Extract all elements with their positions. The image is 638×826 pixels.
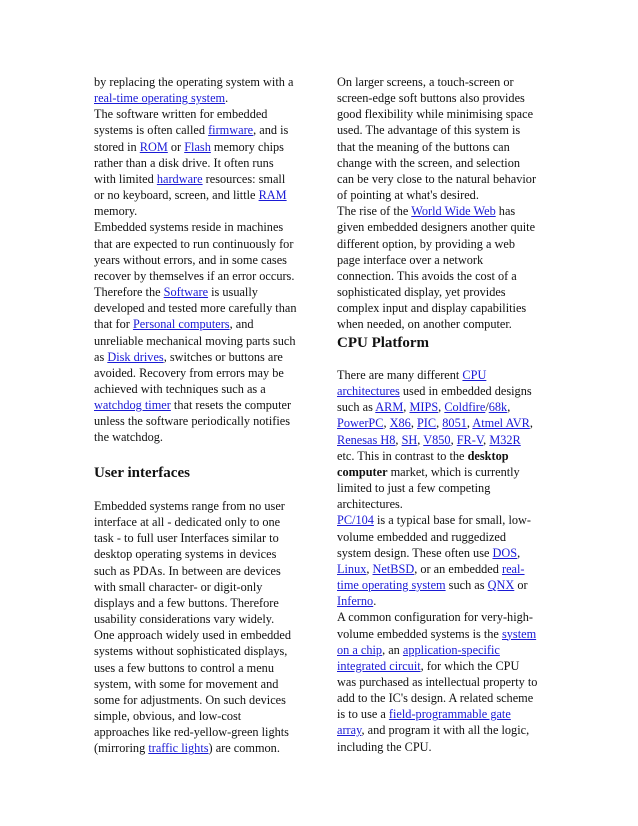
bold-term: desktop — [467, 448, 509, 463]
text-line: complex input and display capabilities — [337, 301, 527, 316]
link-pic[interactable]: PIC — [416, 416, 437, 431]
text-line: was purchased as intellectual property to — [337, 674, 538, 689]
text-line: screen-edge soft buttons also provides — [337, 91, 525, 106]
link-atmel-avr[interactable]: Atmel AVR — [472, 416, 530, 431]
text-line: unreliable mechanical moving parts such — [94, 333, 296, 348]
text-line: Renesas H8, SH, V850, FR-V, M32R — [337, 432, 521, 447]
text-line: Therefore the Software is usually — [94, 285, 258, 300]
text-line: Embedded systems reside in machines — [94, 220, 284, 235]
link-netbsd[interactable]: NetBSD — [372, 561, 415, 576]
right-column-paragraph — [337, 74, 555, 333]
link-software[interactable]: Software — [163, 285, 209, 300]
text-line: different option, by providing a web — [337, 236, 516, 251]
link-mips[interactable]: MIPS — [409, 400, 439, 415]
text-line: the watchdog. — [94, 430, 163, 445]
text-line: by replacing the operating system with a — [94, 75, 294, 89]
text-line: can be very close to the natural behavior — [337, 171, 537, 186]
text-line: avoided. Recovery from errors may be — [94, 365, 284, 380]
text-line: that the meaning of the buttons can — [337, 139, 510, 154]
link-field-programmable-gate[interactable]: field-programmable gate — [388, 707, 511, 722]
link-renesas-h8[interactable]: Renesas H8 — [337, 432, 396, 447]
link-application-specific[interactable]: application-specific — [402, 642, 500, 657]
text-line: simple, obvious, and low-cost — [94, 709, 242, 724]
text-line: task - to full user Interfaces similar to — [94, 531, 279, 546]
text-line: system, with some for movement and — [94, 676, 279, 691]
link-v850[interactable]: V850 — [423, 432, 451, 447]
text-line: Linux, NetBSD, or an embedded real- — [337, 561, 525, 576]
text-line: The software written for embedded — [94, 107, 268, 122]
text-line: Embedded systems range from no user — [94, 499, 285, 513]
left-column-paragraph — [94, 74, 312, 446]
text-line: some for adjustments. On such devices — [94, 692, 286, 707]
link-hardware[interactable]: hardware — [156, 171, 203, 186]
text-line: change with the screen, and selection — [337, 155, 521, 170]
link-rom[interactable]: ROM — [139, 139, 168, 154]
link-x86[interactable]: X86 — [389, 416, 411, 431]
link-traffic-lights[interactable]: traffic lights — [148, 741, 209, 756]
text-line: array, and program it with all the logic, — [337, 723, 530, 738]
text-line: time operating system such as QNX or — [337, 578, 528, 593]
text-line: with small character- or digit-only — [94, 579, 263, 594]
bold-term: computer — [337, 464, 388, 479]
text-line: displays and a few buttons. Therefore — [94, 595, 279, 610]
text-line: that are expected to run continuously for — [94, 236, 294, 251]
text-line: On larger screens, a touch-screen or — [337, 75, 514, 89]
text-line: of pointing at what's desired. — [337, 188, 479, 203]
link-array[interactable]: array — [337, 723, 362, 738]
text-line: such as ARM, MIPS, Coldfire/68k, — [337, 400, 511, 415]
link-m32r[interactable]: M32R — [489, 432, 521, 447]
text-line: sophisticated display, yet provides — [337, 285, 506, 300]
text-line: such as PDAs. In between are devices — [94, 563, 281, 578]
text-line: uses a few buttons to control a menu — [94, 660, 274, 675]
section-heading-cpu-platform: CPU Platform — [337, 335, 430, 351]
text-line: integrated circuit, for which the CPU — [337, 658, 520, 673]
link-integrated-circuit[interactable]: integrated circuit — [337, 658, 421, 673]
text-line: given embedded designers another quite — [337, 220, 536, 235]
text-line: that for Personal computers, and — [94, 317, 254, 332]
text-line: PowerPC, X86, PIC, 8051, Atmel AVR, — [337, 416, 533, 431]
text-line: A common configuration for very-high- — [337, 610, 534, 625]
link-real[interactable]: real- — [501, 561, 525, 576]
text-line: PC/104 is a typical base for small, low- — [337, 513, 531, 528]
text-line: rather than a disk drive. It often runs — [94, 155, 274, 170]
user-interfaces-paragraph — [94, 498, 312, 757]
text-line: (mirroring traffic lights) are common. — [94, 741, 280, 756]
text-line: when needed, on another computer. — [337, 317, 512, 332]
link-dos[interactable]: DOS — [492, 545, 518, 560]
text-line: including the CPU. — [337, 739, 432, 754]
text-line: page interface over a network — [337, 252, 484, 267]
text-line: developed and tested more carefully than — [94, 301, 297, 316]
link-qnx[interactable]: QNX — [487, 578, 515, 593]
text-line: systems without sophisticated displays, — [94, 644, 288, 659]
text-line: add to the IC's design. A related scheme — [337, 691, 534, 706]
link-personal-computers[interactable]: Personal computers — [132, 317, 230, 332]
link-arm[interactable]: ARM — [375, 400, 404, 415]
link-8051[interactable]: 8051 — [442, 416, 467, 431]
text-line: systems is often called firmware, and is — [94, 123, 289, 138]
text-line: interface at all - dedicated only to one — [94, 515, 281, 530]
text-line: architectures. — [337, 497, 403, 512]
text-line: architectures used in embedded designs — [337, 384, 532, 399]
text-line: good flexibility while minimising space — [337, 107, 534, 122]
text-line: or no keyboard, screen, and little RAM — [94, 188, 287, 203]
text-line: is to use a field-programmable gate — [337, 707, 511, 722]
text-line: etc. This in contrast to the desktop — [337, 448, 509, 463]
link-watchdog-timer[interactable]: watchdog timer — [94, 398, 171, 413]
link-real-time-operating-system[interactable]: real-time operating system — [94, 91, 226, 106]
link-world-wide-web[interactable]: World Wide Web — [411, 204, 496, 219]
text-line: Inferno. — [337, 594, 377, 609]
link-disk-drives[interactable]: Disk drives — [107, 349, 164, 364]
text-line: connection. This avoids the cost of a — [337, 268, 517, 283]
text-line: with limited hardware resources: small — [94, 171, 286, 186]
link-cpu[interactable]: CPU — [462, 368, 487, 382]
link-linux[interactable]: Linux — [337, 561, 367, 576]
text-line: on a chip, an application-specific — [337, 642, 500, 657]
text-line: memory. — [94, 204, 138, 219]
link-inferno[interactable]: Inferno — [337, 594, 374, 609]
text-line: approaches like red-yellow-green lights — [94, 725, 289, 740]
text-line: One approach widely used in embedded — [94, 628, 292, 643]
link-architectures[interactable]: architectures — [337, 384, 400, 399]
text-line: unless the software periodically notifies — [94, 414, 291, 429]
text-line: There are many different CPU — [337, 368, 487, 382]
link-fr-v[interactable]: FR-V — [456, 432, 484, 447]
link-time-operating-system[interactable]: time operating system — [337, 578, 446, 593]
link-68k[interactable]: 68k — [488, 400, 508, 415]
text-line: usability considerations vary widely. — [94, 612, 275, 627]
text-line: real-time operating system. — [94, 91, 229, 106]
text-line: achieved with techniques such as a — [94, 381, 266, 396]
text-line: years without errors, and in some cases — [94, 252, 287, 267]
text-line: desktop operating systems in devices — [94, 547, 277, 562]
text-line: used. The advantage of this system is — [337, 123, 521, 138]
text-line: computer market, which is currently — [337, 464, 520, 479]
link-pc-104[interactable]: PC/104 — [337, 513, 374, 528]
link-coldfire[interactable]: Coldfire — [444, 400, 486, 415]
link-system[interactable]: system — [501, 626, 537, 641]
cpu-platform-paragraph — [337, 367, 555, 755]
text-line: The rise of the World Wide Web has — [337, 204, 516, 219]
link-ram[interactable]: RAM — [258, 188, 287, 203]
text-line: stored in ROM or Flash memory chips — [94, 139, 284, 154]
text-line: volume embedded and ruggedized — [337, 529, 507, 544]
link-sh[interactable]: SH — [401, 432, 418, 447]
text-line: limited to just a few competing — [337, 481, 491, 496]
text-line: watchdog timer that resets the computer — [94, 398, 292, 413]
section-heading-user-interfaces: User interfaces — [94, 465, 190, 481]
link-firmware[interactable]: firmware — [208, 123, 254, 138]
link-on-a-chip[interactable]: on a chip — [337, 642, 383, 657]
text-line: system design. These often use DOS, — [337, 545, 521, 560]
link-flash[interactable]: Flash — [184, 139, 211, 154]
text-line: as Disk drives, switches or buttons are — [94, 349, 283, 364]
link-powerpc[interactable]: PowerPC — [337, 416, 384, 431]
text-line: recover by themselves if an error occurs. — [94, 268, 295, 283]
text-line: volume embedded systems is the system — [337, 626, 537, 641]
